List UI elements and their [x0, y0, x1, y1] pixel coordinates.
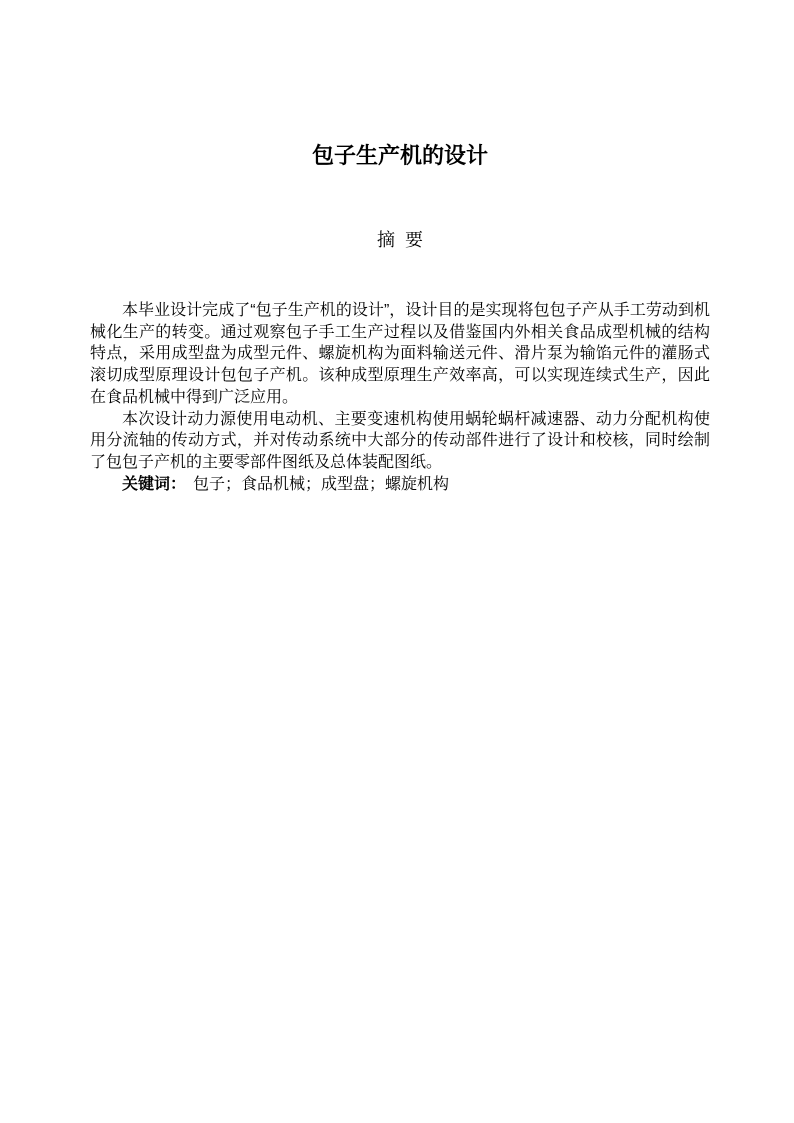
keywords-label: 关键词：	[122, 475, 187, 493]
abstract-paragraph-2: 本次设计动力源使用电动机、主要变速机构使用蜗轮蜗杆减速器、动力分配机构使用分流轴的传动方式，并对传动系统中大部分的传动部件进行了设计和校核，同时绘制了包包子产机的主要零部件图纸及总体装配图纸。	[90, 410, 710, 471]
document-title: 包子生产机的设计	[311, 143, 488, 168]
abstract-body	[90, 300, 710, 495]
abstract-paragraph-1: 本毕业设计完成了“包子生产机的设计”，设计目的是实现将包包子产从手工劳动到机械化生产的转变。通过观察包子手工生产过程以及借鉴国内外相关食品成型机械的结构特点，采用成型盘为成型元件、螺旋机构为面料输送元件、滑片泵为输馅元件的灌肠式滚切成型原理设计包包子产机。该种成型原理生产效率高，可以实现连续式生产，因此在食品机械中得到广泛应用。	[90, 302, 710, 406]
keywords-line	[90, 474, 710, 496]
abstract-heading: 摘 要	[376, 230, 423, 250]
keywords-value: 包子；食品机械；成型盘；螺旋机构	[193, 475, 450, 493]
